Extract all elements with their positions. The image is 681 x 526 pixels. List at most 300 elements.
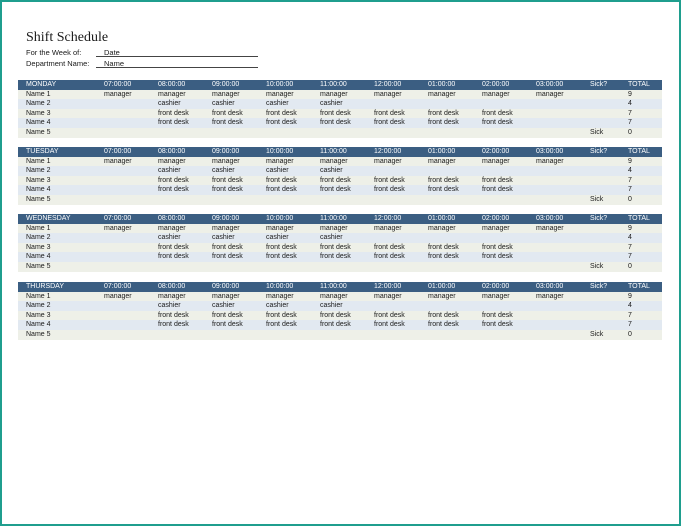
hour-header: 10:00:00: [258, 80, 312, 90]
table-row: [18, 252, 662, 262]
hour-header: 12:00:00: [366, 214, 420, 224]
department-field[interactable]: Name: [96, 59, 258, 68]
shift-cell[interactable]: front desk: [366, 243, 420, 253]
shift-cell[interactable]: cashier: [150, 301, 204, 311]
shift-cell[interactable]: front desk: [366, 252, 420, 262]
shift-cell[interactable]: front desk: [474, 311, 528, 321]
sick-cell[interactable]: [582, 252, 620, 262]
shift-cell[interactable]: manager: [96, 157, 150, 167]
header-row: [18, 80, 662, 90]
hour-header: 03:00:00: [528, 80, 582, 90]
employee-name-cell[interactable]: Name 2: [18, 301, 96, 311]
total-cell: 7: [620, 243, 662, 253]
shift-cell[interactable]: manager: [474, 224, 528, 234]
employee-name-cell[interactable]: Name 5: [18, 330, 96, 340]
shift-cell[interactable]: front desk: [420, 311, 474, 321]
hour-header: 08:00:00: [150, 282, 204, 292]
shift-cell[interactable]: cashier: [204, 166, 258, 176]
hour-header: 07:00:00: [96, 214, 150, 224]
shift-cell[interactable]: [474, 128, 528, 138]
shift-cell[interactable]: [420, 195, 474, 205]
schedule-table-wednesday: [18, 214, 662, 272]
shift-cell[interactable]: [96, 301, 150, 311]
shift-cell[interactable]: manager: [528, 292, 582, 302]
shift-cell[interactable]: front desk: [366, 109, 420, 119]
shift-cell[interactable]: [96, 109, 150, 119]
shift-cell[interactable]: manager: [474, 292, 528, 302]
employee-name-cell[interactable]: Name 1: [18, 292, 96, 302]
sick-cell[interactable]: [582, 166, 620, 176]
total-cell: 0: [620, 262, 662, 272]
table-row: [18, 243, 662, 253]
sick-cell[interactable]: [582, 90, 620, 100]
hour-header: 02:00:00: [474, 147, 528, 157]
employee-name-cell[interactable]: Name 3: [18, 109, 96, 119]
sick-cell[interactable]: [582, 320, 620, 330]
shift-cell[interactable]: manager: [366, 224, 420, 234]
shift-cell[interactable]: manager: [312, 90, 366, 100]
shift-cell[interactable]: [312, 195, 366, 205]
hour-header: 09:00:00: [204, 147, 258, 157]
shift-cell[interactable]: [420, 262, 474, 272]
employee-name-cell[interactable]: Name 3: [18, 176, 96, 186]
shift-cell[interactable]: [528, 233, 582, 243]
shift-cell[interactable]: manager: [420, 157, 474, 167]
sick-header: Sick?: [582, 282, 620, 292]
shift-cell[interactable]: [312, 128, 366, 138]
shift-cell[interactable]: [420, 301, 474, 311]
shift-cell[interactable]: front desk: [366, 176, 420, 186]
shift-cell[interactable]: cashier: [204, 233, 258, 243]
shift-cell[interactable]: manager: [150, 90, 204, 100]
sick-cell[interactable]: [582, 311, 620, 321]
shift-cell[interactable]: front desk: [312, 252, 366, 262]
header-row: [18, 214, 662, 224]
sick-cell[interactable]: Sick: [582, 330, 620, 340]
total-cell: 0: [620, 128, 662, 138]
shift-cell[interactable]: manager: [474, 157, 528, 167]
header-row: [18, 147, 662, 157]
shift-cell[interactable]: front desk: [420, 118, 474, 128]
shift-cell[interactable]: [96, 330, 150, 340]
shift-cell[interactable]: [258, 262, 312, 272]
shift-cell[interactable]: manager: [204, 292, 258, 302]
shift-cell[interactable]: [474, 301, 528, 311]
hour-header: 10:00:00: [258, 147, 312, 157]
shift-cell[interactable]: [150, 330, 204, 340]
shift-cell[interactable]: front desk: [204, 176, 258, 186]
shift-cell[interactable]: manager: [96, 90, 150, 100]
shift-cell[interactable]: manager: [312, 292, 366, 302]
total-cell: 9: [620, 90, 662, 100]
shift-cell[interactable]: [366, 301, 420, 311]
shift-cell[interactable]: manager: [150, 224, 204, 234]
shift-cell[interactable]: front desk: [204, 118, 258, 128]
total-cell: 7: [620, 176, 662, 186]
shift-cell[interactable]: front desk: [258, 118, 312, 128]
shift-cell[interactable]: front desk: [204, 185, 258, 195]
table-row: [18, 320, 662, 330]
shift-cell[interactable]: [366, 99, 420, 109]
total-header: TOTAL: [620, 282, 662, 292]
employee-name-cell[interactable]: Name 2: [18, 99, 96, 109]
employee-name-cell[interactable]: Name 5: [18, 262, 96, 272]
shift-cell[interactable]: [204, 195, 258, 205]
shift-cell[interactable]: [204, 330, 258, 340]
shift-cell[interactable]: manager: [420, 224, 474, 234]
shift-cell[interactable]: manager: [528, 224, 582, 234]
shift-cell[interactable]: front desk: [312, 320, 366, 330]
day-header: MONDAY: [18, 80, 96, 90]
employee-name-cell[interactable]: Name 4: [18, 320, 96, 330]
shift-cell[interactable]: manager: [204, 224, 258, 234]
total-cell: 4: [620, 99, 662, 109]
sick-cell[interactable]: [582, 176, 620, 186]
shift-cell[interactable]: [150, 262, 204, 272]
shift-cell[interactable]: cashier: [204, 301, 258, 311]
shift-cell[interactable]: manager: [258, 90, 312, 100]
page-title: Shift Schedule: [26, 30, 109, 45]
shift-cell[interactable]: cashier: [312, 233, 366, 243]
shift-cell[interactable]: front desk: [204, 243, 258, 253]
shift-cell[interactable]: manager: [96, 292, 150, 302]
shift-cell[interactable]: front desk: [258, 176, 312, 186]
shift-cell[interactable]: front desk: [204, 109, 258, 119]
shift-cell[interactable]: [258, 128, 312, 138]
shift-cell[interactable]: manager: [204, 157, 258, 167]
shift-cell[interactable]: [528, 262, 582, 272]
shift-cell[interactable]: [420, 128, 474, 138]
employee-name-cell[interactable]: Name 1: [18, 224, 96, 234]
table-row: [18, 109, 662, 119]
shift-cell[interactable]: cashier: [204, 99, 258, 109]
employee-name-cell[interactable]: Name 1: [18, 90, 96, 100]
day-header: THURSDAY: [18, 282, 96, 292]
shift-cell[interactable]: manager: [528, 157, 582, 167]
hour-header: 12:00:00: [366, 80, 420, 90]
shift-cell[interactable]: [528, 185, 582, 195]
shift-cell[interactable]: manager: [366, 90, 420, 100]
shift-cell[interactable]: front desk: [150, 320, 204, 330]
shift-cell[interactable]: manager: [96, 224, 150, 234]
shift-cell[interactable]: [474, 195, 528, 205]
table-row: [18, 118, 662, 128]
shift-cell[interactable]: [420, 166, 474, 176]
shift-cell[interactable]: [528, 99, 582, 109]
total-cell: 0: [620, 195, 662, 205]
hour-header: 02:00:00: [474, 214, 528, 224]
hour-header: 09:00:00: [204, 214, 258, 224]
shift-cell[interactable]: [528, 301, 582, 311]
shift-cell[interactable]: front desk: [258, 109, 312, 119]
sick-cell[interactable]: [582, 99, 620, 109]
hour-header: 07:00:00: [96, 282, 150, 292]
shift-cell[interactable]: [528, 166, 582, 176]
total-cell: 7: [620, 109, 662, 119]
total-cell: 7: [620, 118, 662, 128]
shift-cell[interactable]: front desk: [312, 118, 366, 128]
shift-cell[interactable]: front desk: [312, 311, 366, 321]
department-label: Department Name:: [26, 59, 90, 68]
table-row: [18, 176, 662, 186]
shift-cell[interactable]: front desk: [366, 311, 420, 321]
total-cell: 9: [620, 157, 662, 167]
hour-header: 01:00:00: [420, 147, 474, 157]
shift-cell[interactable]: [96, 176, 150, 186]
sick-cell[interactable]: [582, 301, 620, 311]
hour-header: 02:00:00: [474, 282, 528, 292]
shift-cell[interactable]: [420, 233, 474, 243]
shift-cell[interactable]: front desk: [258, 320, 312, 330]
shift-cell[interactable]: cashier: [258, 301, 312, 311]
shift-cell[interactable]: manager: [204, 90, 258, 100]
employee-name-cell[interactable]: Name 2: [18, 166, 96, 176]
shift-cell[interactable]: front desk: [366, 320, 420, 330]
employee-name-cell[interactable]: Name 1: [18, 157, 96, 167]
shift-cell[interactable]: manager: [150, 157, 204, 167]
shift-cell[interactable]: manager: [258, 157, 312, 167]
shift-cell[interactable]: [96, 243, 150, 253]
shift-cell[interactable]: [528, 243, 582, 253]
shift-cell[interactable]: front desk: [474, 118, 528, 128]
shift-cell[interactable]: [366, 128, 420, 138]
shift-cell[interactable]: [528, 311, 582, 321]
shift-cell[interactable]: front desk: [150, 118, 204, 128]
shift-cell[interactable]: front desk: [150, 176, 204, 186]
hour-header: 09:00:00: [204, 282, 258, 292]
shift-cell[interactable]: manager: [258, 292, 312, 302]
hour-header: 12:00:00: [366, 282, 420, 292]
shift-cell[interactable]: [204, 128, 258, 138]
shift-cell[interactable]: [366, 330, 420, 340]
sick-cell[interactable]: [582, 157, 620, 167]
shift-cell[interactable]: manager: [258, 224, 312, 234]
hour-header: 07:00:00: [96, 80, 150, 90]
shift-cell[interactable]: front desk: [420, 176, 474, 186]
employee-name-cell[interactable]: Name 3: [18, 311, 96, 321]
employee-name-cell[interactable]: Name 4: [18, 185, 96, 195]
shift-cell[interactable]: front desk: [474, 176, 528, 186]
table-row: [18, 99, 662, 109]
shift-cell[interactable]: manager: [150, 292, 204, 302]
hour-header: 08:00:00: [150, 147, 204, 157]
shift-cell[interactable]: [366, 166, 420, 176]
table-row: [18, 330, 662, 340]
shift-cell[interactable]: front desk: [258, 252, 312, 262]
shift-cell[interactable]: [96, 195, 150, 205]
shift-cell[interactable]: front desk: [258, 185, 312, 195]
shift-cell[interactable]: [528, 109, 582, 119]
hour-header: 09:00:00: [204, 80, 258, 90]
shift-cell[interactable]: front desk: [312, 243, 366, 253]
table-row: [18, 195, 662, 205]
employee-name-cell[interactable]: Name 4: [18, 252, 96, 262]
hour-header: 01:00:00: [420, 282, 474, 292]
shift-cell[interactable]: front desk: [474, 185, 528, 195]
sick-cell[interactable]: [582, 243, 620, 253]
shift-cell[interactable]: cashier: [258, 99, 312, 109]
sick-header: Sick?: [582, 80, 620, 90]
table-row: [18, 292, 662, 302]
shift-cell[interactable]: [474, 166, 528, 176]
table-row: [18, 185, 662, 195]
shift-cell[interactable]: [96, 128, 150, 138]
shift-cell[interactable]: [150, 195, 204, 205]
shift-cell[interactable]: manager: [420, 292, 474, 302]
shift-cell[interactable]: [96, 311, 150, 321]
shift-cell[interactable]: [528, 252, 582, 262]
shift-cell[interactable]: manager: [474, 90, 528, 100]
shift-cell[interactable]: [96, 166, 150, 176]
shift-cell[interactable]: [204, 262, 258, 272]
shift-cell[interactable]: [366, 262, 420, 272]
shift-cell[interactable]: [258, 330, 312, 340]
hour-header: 11:00:00: [312, 80, 366, 90]
total-cell: 7: [620, 320, 662, 330]
shift-cell[interactable]: front desk: [312, 176, 366, 186]
hour-header: 11:00:00: [312, 214, 366, 224]
week-label: For the Week of:: [26, 48, 82, 57]
shift-cell[interactable]: cashier: [312, 301, 366, 311]
employee-name-cell[interactable]: Name 2: [18, 233, 96, 243]
employee-name-cell[interactable]: Name 5: [18, 128, 96, 138]
shift-cell[interactable]: front desk: [150, 109, 204, 119]
total-cell: 7: [620, 185, 662, 195]
hour-header: 08:00:00: [150, 80, 204, 90]
shift-cell[interactable]: front desk: [204, 320, 258, 330]
sick-cell[interactable]: [582, 233, 620, 243]
total-cell: 0: [620, 330, 662, 340]
shift-cell[interactable]: front desk: [150, 311, 204, 321]
shift-cell[interactable]: front desk: [420, 320, 474, 330]
shift-cell[interactable]: front desk: [420, 109, 474, 119]
total-cell: 9: [620, 292, 662, 302]
sick-cell[interactable]: Sick: [582, 262, 620, 272]
table-row: [18, 311, 662, 321]
employee-name-cell[interactable]: Name 4: [18, 118, 96, 128]
table-row: [18, 90, 662, 100]
hour-header: 08:00:00: [150, 214, 204, 224]
shift-cell[interactable]: front desk: [366, 118, 420, 128]
hour-header: 11:00:00: [312, 147, 366, 157]
shift-cell[interactable]: [528, 330, 582, 340]
shift-cell[interactable]: cashier: [258, 166, 312, 176]
hour-header: 10:00:00: [258, 214, 312, 224]
table-row: [18, 301, 662, 311]
shift-cell[interactable]: cashier: [258, 233, 312, 243]
shift-cell[interactable]: [474, 330, 528, 340]
sick-cell[interactable]: [582, 109, 620, 119]
shift-cell[interactable]: [474, 233, 528, 243]
total-cell: 4: [620, 301, 662, 311]
shift-cell[interactable]: cashier: [150, 166, 204, 176]
sick-cell[interactable]: Sick: [582, 128, 620, 138]
shift-cell[interactable]: [312, 262, 366, 272]
shift-cell[interactable]: front desk: [204, 252, 258, 262]
shift-cell[interactable]: front desk: [474, 243, 528, 253]
shift-cell[interactable]: [150, 128, 204, 138]
shift-cell[interactable]: front desk: [312, 185, 366, 195]
sick-cell[interactable]: [582, 185, 620, 195]
shift-cell[interactable]: cashier: [150, 233, 204, 243]
shift-cell[interactable]: [96, 252, 150, 262]
total-cell: 4: [620, 233, 662, 243]
shift-cell[interactable]: cashier: [312, 166, 366, 176]
shift-cell[interactable]: manager: [528, 90, 582, 100]
sick-cell[interactable]: [582, 118, 620, 128]
shift-cell[interactable]: [420, 330, 474, 340]
shift-cell[interactable]: [420, 99, 474, 109]
shift-cell[interactable]: front desk: [474, 109, 528, 119]
shift-cell[interactable]: cashier: [150, 99, 204, 109]
total-cell: 9: [620, 224, 662, 234]
shift-cell[interactable]: front desk: [474, 252, 528, 262]
shift-cell[interactable]: [96, 262, 150, 272]
day-header: TUESDAY: [18, 147, 96, 157]
shift-cell[interactable]: [312, 330, 366, 340]
shift-cell[interactable]: front desk: [204, 311, 258, 321]
shift-cell[interactable]: [258, 195, 312, 205]
shift-cell[interactable]: front desk: [150, 252, 204, 262]
sick-cell[interactable]: [582, 292, 620, 302]
shift-cell[interactable]: front desk: [420, 243, 474, 253]
shift-cell[interactable]: manager: [312, 224, 366, 234]
shift-cell[interactable]: manager: [366, 292, 420, 302]
shift-cell[interactable]: front desk: [420, 185, 474, 195]
shift-cell[interactable]: manager: [366, 157, 420, 167]
schedule-table-tuesday: [18, 147, 662, 205]
shift-cell[interactable]: front desk: [366, 185, 420, 195]
table-row: [18, 224, 662, 234]
shift-cell[interactable]: [528, 128, 582, 138]
shift-cell[interactable]: front desk: [474, 320, 528, 330]
employee-name-cell[interactable]: Name 3: [18, 243, 96, 253]
shift-cell[interactable]: front desk: [258, 311, 312, 321]
shift-cell[interactable]: [96, 320, 150, 330]
shift-cell[interactable]: front desk: [150, 185, 204, 195]
shift-cell[interactable]: [474, 262, 528, 272]
shift-cell[interactable]: cashier: [312, 99, 366, 109]
shift-cell[interactable]: manager: [420, 90, 474, 100]
shift-cell[interactable]: manager: [312, 157, 366, 167]
shift-cell[interactable]: [96, 118, 150, 128]
shift-cell[interactable]: [96, 99, 150, 109]
shift-cell[interactable]: [96, 185, 150, 195]
hour-header: 01:00:00: [420, 80, 474, 90]
shift-cell[interactable]: front desk: [420, 252, 474, 262]
shift-cell[interactable]: front desk: [258, 243, 312, 253]
sick-cell[interactable]: Sick: [582, 195, 620, 205]
sick-cell[interactable]: [582, 224, 620, 234]
shift-cell[interactable]: [366, 233, 420, 243]
shift-cell[interactable]: [366, 195, 420, 205]
hour-header: 03:00:00: [528, 147, 582, 157]
employee-name-cell[interactable]: Name 5: [18, 195, 96, 205]
shift-cell[interactable]: front desk: [312, 109, 366, 119]
shift-cell[interactable]: [528, 118, 582, 128]
shift-cell[interactable]: front desk: [150, 243, 204, 253]
shift-cell[interactable]: [474, 99, 528, 109]
week-field[interactable]: Date: [96, 48, 258, 57]
sick-header: Sick?: [582, 147, 620, 157]
shift-cell[interactable]: [528, 195, 582, 205]
hour-header: 03:00:00: [528, 282, 582, 292]
total-header: TOTAL: [620, 214, 662, 224]
header-row: [18, 282, 662, 292]
shift-cell[interactable]: [96, 233, 150, 243]
shift-cell[interactable]: [528, 176, 582, 186]
shift-cell[interactable]: [528, 320, 582, 330]
